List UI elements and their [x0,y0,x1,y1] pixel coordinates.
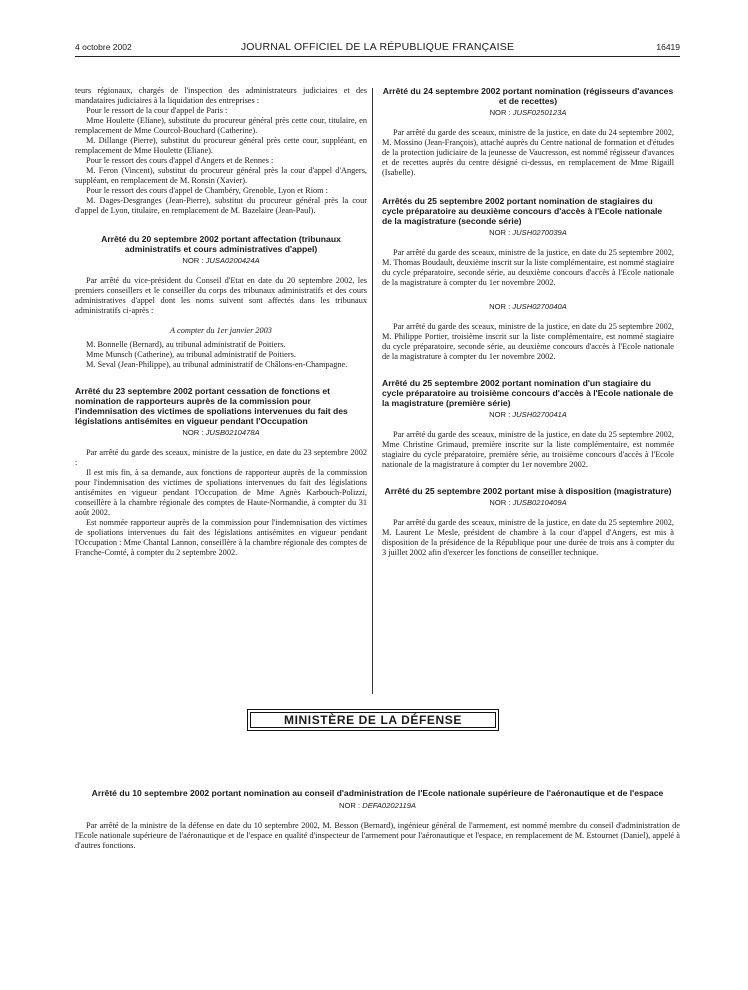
column-divider [372,88,373,694]
arrete-regisseurs [382,86,674,178]
arrete-paragraph: Est nommée rapporteur auprès de la commission pour l'indemnisation des victimes de spoliations intervenues du fait des législations antisémites en vigueur pendant l'Occupation : Mme Chantal Lannon, conseillère à la chambre régionale des comptes de Franche-Comté, à compter du 2 septembre 2002. [75,518,367,557]
ressort-angers-rennes: Pour le ressort des cours d'appel d'Angers et de Rennes : [86,156,274,165]
right-column [382,86,674,558]
nor-code: JUSA0200424A [205,256,260,265]
journal-title: JOURNAL OFFICIEL DE LA RÉPUBLIQUE FRANÇAISE [240,41,515,53]
nor-code: JUSB0210409A [512,498,567,507]
arretes-stagiaires-deuxieme [382,196,674,362]
nor-code: JUSH0270040A [512,302,567,311]
nor-code: JUSF0250123A [512,108,567,117]
arrete-body: Par arrêté du garde des sceaux, ministre de la justice, en date du 25 septembre 2002, Mme Christine Grimaud, première inscrite sur la liste complémentaire, est nommée stagiaire du cycle préparatoire, première série, au troisième concours d'accès à l'Ecole nationale de la magistrature à compter du 1er novembre 2002. [382,430,674,469]
intro-continuation: teurs régionaux, chargés de l'inspection des administrateurs judiciaires et des mandataires judiciaires à la liquidation des entreprises : [75,86,367,105]
ressort-chambery: Pour le ressort des cours d'appel de Chambéry, Grenoble, Lyon et Riom : [86,186,328,195]
nor-line [75,801,680,811]
arrete-body: Par arrêté du garde des sceaux, ministre de la justice, en date du 24 septembre 2002, M. Mossino (Jean-François), attaché auprès du Centre national de formation et d'études de la protection judiciaire de la jeunesse de Vaucresson, est nommé régisseur d'avances et de recettes auprès du centre désigné ci-dessus, en remplacement de Mme Rigaill (Isabelle). [382,128,674,177]
page-header [75,40,680,57]
nor-code: JUSH0270041A [512,410,567,419]
nor-line [382,228,674,238]
nomination-feron: M. Feron (Vincent), substitut du procureur général près la cour d'appel d'Angers, suppléant, en remplacement de M. Ronsin (Xavier). [75,166,367,185]
nor-label: NOR : [489,228,511,237]
nor-line [75,256,367,266]
arrete-title: Arrêté du 24 septembre 2002 portant nomination (régisseurs d'avances et de recettes) [382,86,674,106]
arrete-rapporteurs [75,386,367,558]
arrete-title: Arrêté du 10 septembre 2002 portant nomination au conseil d'administration de l'Ecole nationale supérieure de l'aéronautique et de l'espace [91,788,664,798]
nor-line [75,428,367,438]
nor-code: JUSB0210478A [205,428,260,437]
nomination-houlette: Mme Houlette (Eliane), substitute du procureur général près cette cour, titulaire, en remplacement de Mme Courcol-Bouchard (Catherine). [75,116,367,135]
nor-line [382,410,674,420]
arrete-paragraph: Il est mis fin, à sa demande, aux fonctions de rapporteur auprès de la commission pour l'indemnisation des victimes de spoliations intervenues du fait des législations antisémites en vigueur pendant l'Occupation de Mme Agnès Karbouch-Polizzi, conseillère à la chambre régionale des comptes de Haute-Normandie, à compter du 31 août 2002. [75,468,367,517]
list-item: M. Bonnelle (Bernard), au tribunal administratif de Poitiers. [86,340,286,349]
ministry-heading: MINISTÈRE DE LA DÉFENSE [250,712,496,728]
nor-line [382,302,674,312]
list-item: Mme Munsch (Catherine), au tribunal administratif de Poitiers. [86,350,296,359]
left-column [75,86,367,558]
arrete-body: Par arrêté du garde des sceaux, ministre de la justice, en date du 25 septembre 2002, M. Laurent Le Mesle, président de chambre à la cour d'appel d'Angers, est mis à disposition de la présidence de la République pour une durée de trois ans à compter du 3 juillet 2002 afin d'exercer les fonctions de conseiller technique. [382,518,674,557]
issue-date: 4 octobre 2002 [75,42,132,52]
effective-date: A compter du 1er janvier 2003 [170,326,272,335]
arrete-title: Arrêté du 20 septembre 2002 portant affectation (tribunaux administratifs et cours administratives d'appel) [101,234,341,254]
arrete-affectation [75,234,367,370]
nor-label: NOR : [182,256,204,265]
nor-line [382,498,674,508]
arrete-mise-a-disposition [382,486,674,558]
nomination-dillange: M. Dillange (Pierre), substitut du procureur général près cette cour, suppléant, en remplacement de Mme Houlette (Eliane). [75,136,367,155]
arrete-body: Par arrêté du vice-président du Conseil d'Etat en date du 20 septembre 2002, les premiers conseillers et le conseiller du corps des tribunaux administratifs et des cours administratives d'appel dont les noms suivent sont affectés dans les tribunaux administratifs ci-après : [75,276,367,315]
nomination-dages: M. Dages-Desgranges (Jean-Pierre), substitut du procureur général près la cour d'appel de Lyon, titulaire, en remplacement de M. Bazelaire (Jean-Paul). [75,196,367,215]
arrete-body: Par arrêté du garde des sceaux, ministre de la justice, en date du 25 septembre 2002, M. Philippe Portier, troisième inscrit sur la liste complémentaire, est nommé stagiaire du cycle préparatoire, seconde série, au deuxième concours d'accès à l'Ecole nationale de la magistrature à compter du 1er novembre 2002. [382,322,674,361]
arrete-title: Arrêté du 23 septembre 2002 portant cessation de fonctions et nomination de rapporteurs auprès de la commission pour l'indemnisation des victimes de spoliations intervenues du fait des législations antisémites en vigueur pendant l'Occupation [75,386,348,426]
ministry-heading-box [247,709,499,731]
nor-label: NOR : [182,428,204,437]
arrete-title: Arrêté du 25 septembre 2002 portant nomination d'un stagiaire du cycle préparatoire au troisième concours d'accès à l'Ecole nationale de la magistrature (première série) [382,378,674,408]
nor-label: NOR : [489,302,511,311]
nor-code: JUSH0270039A [512,228,567,237]
ressort-paris: Pour le ressort de la cour d'appel de Paris : [86,106,228,115]
arrete-body: Par arrêté du garde des sceaux, ministre de la justice, en date du 25 septembre 2002, M. Thomas Boudault, deuxième inscrit sur la liste complémentaire, est nommé stagiaire du cycle préparatoire, seconde série, au deuxième concours d'accès à l'Ecole nationale de la magistrature à compter du 1er novembre 2002. [382,248,675,287]
nor-label: NOR : [489,498,511,507]
nor-label: NOR : [489,410,511,419]
nor-code: DEFA0202119A [362,801,416,810]
arrete-title: Arrêtés du 25 septembre 2002 portant nomination de stagiaires du cycle préparatoire au deuxième concours d'accès à l'Ecole nationale de la magistrature (seconde série) [382,196,663,226]
page-number: 16419 [656,42,680,52]
arrete-body: Par arrêté de la ministre de la défense en date du 10 septembre 2002, M. Besson (Bernard), ingénieur général de l'armement, est nommé membre du conseil d'administration de l'Ecole nationale supérieure de l'aéronautique et de l'espace en qualité d'inspecteur de l'armement pour l'aéronautique et l'espace, en remplacement de M. Estournet (Daniel), appelé à d'autres fonctions. [75,821,680,850]
nor-label: NOR : [339,801,361,810]
nor-line [382,108,674,118]
nor-label: NOR : [489,108,511,117]
arrete-stagiaire-troisieme [382,378,674,470]
arrete-conseil-administration [75,788,680,851]
arrete-paragraph: Par arrêté du garde des sceaux, ministre de la justice, en date du 23 septembre 2002 : [75,448,367,467]
list-item: M. Seval (Jean-Philippe), au tribunal administratif de Châlons-en-Champagne. [86,360,348,369]
arrete-title: Arrêté du 25 septembre 2002 portant mise à disposition (magistrature) [384,486,672,496]
